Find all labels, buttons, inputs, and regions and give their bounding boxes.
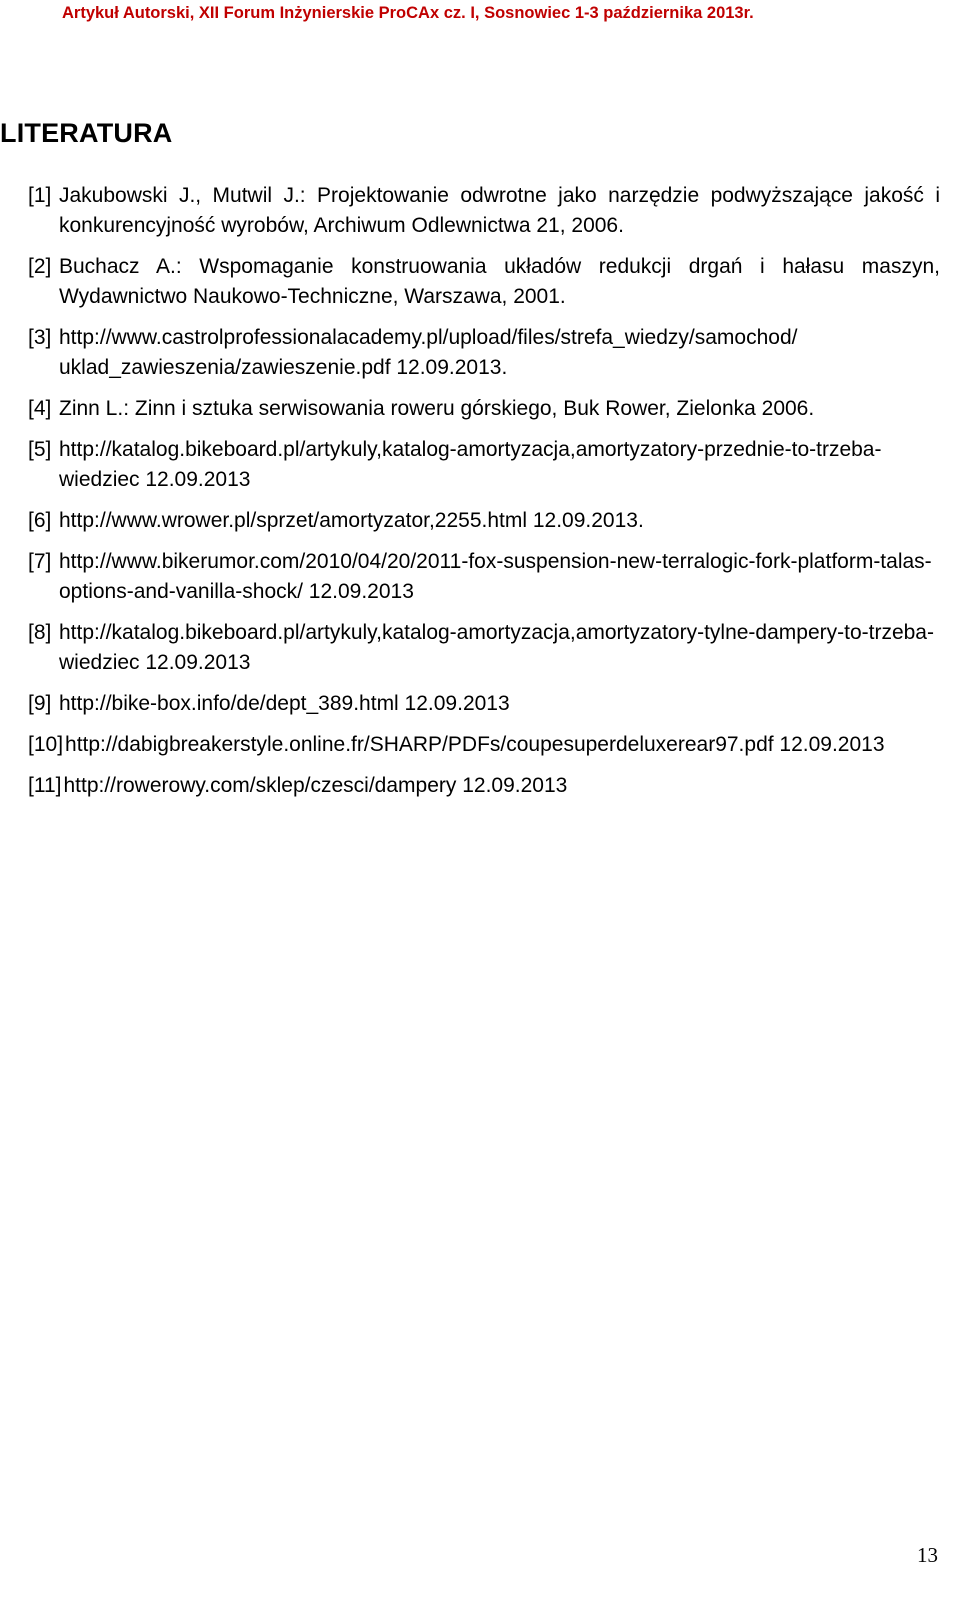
running-header: Artykuł Autorski, XII Forum Inżynierskie ProCAx cz. I, Sosnowiec 1-3 października 2013r.: [62, 4, 754, 22]
reference-item: [28, 771, 940, 801]
reference-number: [3]: [28, 326, 52, 349]
reference-text: http://bike-box.info/de/dept_389.html 12.09.2013: [59, 692, 510, 715]
reference-number: [10]: [28, 733, 64, 756]
reference-number: [6]: [28, 509, 52, 532]
reference-list: [28, 181, 940, 812]
reference-text: http://www.castrolprofessionalacademy.pl/upload/files/strefa_wiedzy/samochod/ uklad_zawieszenia/zawieszenie.pdf 12.09.2013.: [59, 326, 798, 379]
reference-item: [28, 181, 940, 241]
reference-item: [28, 394, 940, 424]
reference-text: http://dabigbreakerstyle.online.fr/SHARP/PDFs/coupesuperdeluxerear97.pdf 12.09.2013: [65, 733, 885, 756]
reference-number: [11]: [28, 774, 62, 797]
reference-item: [28, 435, 940, 495]
reference-number: [1]: [28, 184, 52, 207]
reference-item: [28, 506, 940, 536]
reference-item: [28, 689, 940, 719]
reference-item: [28, 730, 940, 760]
reference-item: [28, 618, 940, 678]
reference-text: http://katalog.bikeboard.pl/artykuly,katalog-amortyzacja,amortyzatory-tylne-dampery-to-trzeba-wiedziec 12.09.2013: [59, 621, 934, 674]
reference-text: http://katalog.bikeboard.pl/artykuly,katalog-amortyzacja,amortyzatory-przednie-to-trzeba-wiedziec 12.09.2013: [59, 438, 882, 491]
reference-item: [28, 252, 940, 312]
reference-number: [8]: [28, 621, 52, 644]
reference-text: Jakubowski J., Mutwil J.: Projektowanie odwrotne jako narzędzie podwyższające jakość i konkurencyjność wyrobów, Archiwum Odlewnictwa 21, 2006.: [59, 184, 940, 237]
reference-number: [7]: [28, 550, 52, 573]
reference-number: [4]: [28, 397, 52, 420]
reference-text: http://www.bikerumor.com/2010/04/20/2011-fox-suspension-new-terralogic-fork-platform-talas-options-and-vanilla-shock/ 12.09.2013: [59, 550, 932, 603]
section-title: LITERATURA: [0, 118, 173, 148]
reference-number: [5]: [28, 438, 52, 461]
reference-number: [2]: [28, 255, 52, 278]
reference-text: Buchacz A.: Wspomaganie konstruowania układów redukcji drgań i hałasu maszyn, Wydawnictwo Naukowo-Techniczne, Warszawa, 2001.: [59, 255, 940, 308]
reference-text: Zinn L.: Zinn i sztuka serwisowania roweru górskiego, Buk Rower, Zielonka 2006.: [59, 397, 815, 420]
reference-item: [28, 547, 940, 607]
reference-number: [9]: [28, 692, 52, 715]
reference-text: http://rowerowy.com/sklep/czesci/dampery 12.09.2013: [63, 774, 568, 797]
reference-item: [28, 323, 940, 383]
reference-text: http://www.wrower.pl/sprzet/amortyzator,2255.html 12.09.2013.: [59, 509, 644, 532]
page-number: 13: [917, 1543, 938, 1567]
